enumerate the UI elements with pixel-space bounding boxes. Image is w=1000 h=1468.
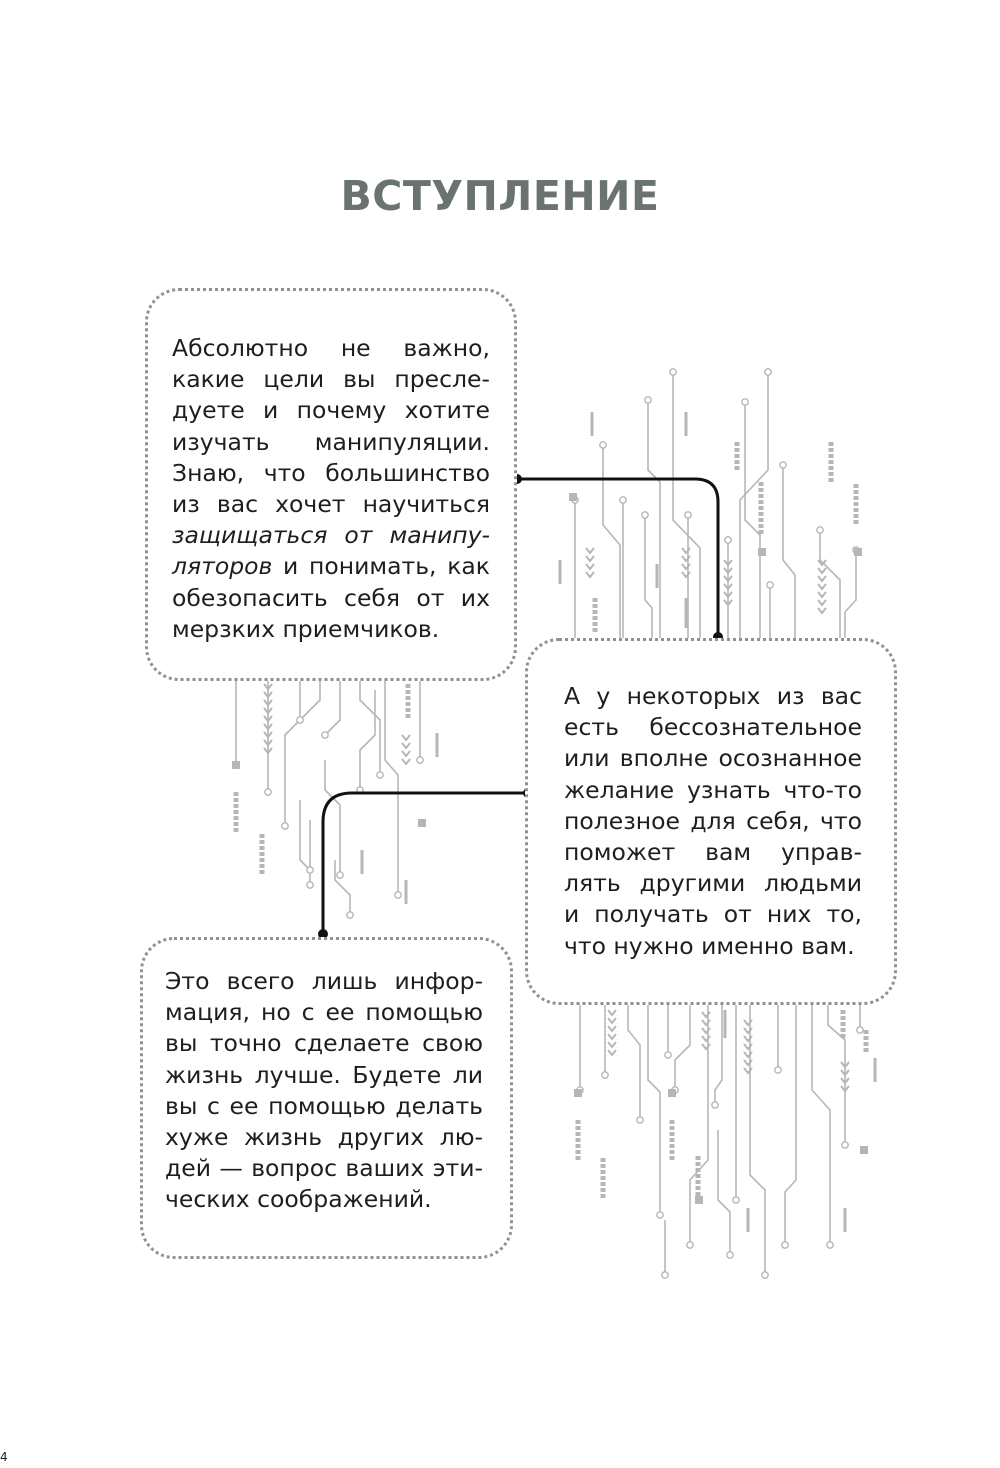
circuit-segment xyxy=(406,702,411,706)
circuit-chevron xyxy=(818,608,826,613)
circuit-segment xyxy=(696,1174,701,1178)
circuit-trace xyxy=(648,400,660,640)
text-line xyxy=(165,997,483,1028)
circuit-segment xyxy=(864,1048,869,1052)
circuit-segment xyxy=(234,804,239,808)
circuit-node xyxy=(742,399,748,405)
circuit-segment xyxy=(406,684,411,688)
circuit-pad xyxy=(854,548,862,556)
text-line xyxy=(172,395,490,426)
circuit-segment xyxy=(576,1126,581,1130)
circuit-segment xyxy=(829,448,834,452)
circuit-segment xyxy=(854,484,859,488)
circuit-segment xyxy=(829,460,834,464)
circuit-node xyxy=(307,882,313,888)
circuit-node xyxy=(775,1067,781,1073)
circuit-chevron xyxy=(608,1050,616,1055)
circuit-segment xyxy=(234,822,239,826)
circuit-bar xyxy=(405,880,408,904)
circuit-segment xyxy=(864,1030,869,1034)
circuit-segment xyxy=(735,466,740,470)
text-line xyxy=(165,1122,483,1153)
circuit-segment xyxy=(841,1022,846,1026)
text-fragment: или вполне осознанное xyxy=(564,744,862,773)
circuit-segment xyxy=(406,690,411,694)
circuit-trace xyxy=(812,1005,830,1245)
circuit-segment xyxy=(260,846,265,850)
text-line xyxy=(564,837,862,868)
circuit-trace xyxy=(715,1005,722,1105)
circuit-trace xyxy=(645,515,652,640)
text-line xyxy=(172,614,490,645)
circuit-segment xyxy=(829,472,834,476)
circuit-node xyxy=(842,1142,848,1148)
text-fragment: есть бессознательное xyxy=(564,713,862,742)
text-fragment: Это всего лишь инфор- xyxy=(165,967,483,995)
circuit-node xyxy=(602,1072,608,1078)
circuit-segment xyxy=(601,1164,606,1168)
circuit-trace xyxy=(675,1005,690,1090)
circuit-segment xyxy=(260,834,265,838)
circuit-node xyxy=(712,1102,718,1108)
circuit-node xyxy=(307,867,313,873)
circuit-node xyxy=(347,912,353,918)
circuit-bar xyxy=(685,412,688,436)
circuit-bar xyxy=(874,1058,877,1082)
circuit-chevron xyxy=(818,576,826,581)
circuit-segment xyxy=(234,810,239,814)
circuit-node xyxy=(765,369,771,375)
circuit-segment xyxy=(234,798,239,802)
text-line xyxy=(564,712,862,743)
text-line xyxy=(172,364,490,395)
circuit-node xyxy=(780,462,786,468)
text-fragment: Знаю, что большинство xyxy=(172,458,490,487)
text-line xyxy=(564,931,862,962)
text-fragment: хуже жизнь других лю- xyxy=(165,1123,483,1152)
text-box-2-paragraph xyxy=(564,681,862,962)
circuit-pad xyxy=(668,1089,676,1097)
circuit-segment xyxy=(854,490,859,494)
text-line xyxy=(165,1028,483,1059)
circuit-trace xyxy=(745,402,760,640)
circuit-chevron xyxy=(586,564,594,569)
text-box-2 xyxy=(525,638,897,1005)
circuit-segment xyxy=(576,1132,581,1136)
page-number: 4 xyxy=(0,1450,8,1464)
circuit-segment xyxy=(759,482,764,486)
text-line xyxy=(172,583,490,614)
text-fragment: вы точно сделаете свою xyxy=(165,1029,483,1058)
circuit-segment xyxy=(601,1182,606,1186)
circuit-segment xyxy=(670,1126,675,1130)
circuit-pad xyxy=(758,548,766,556)
circuit-segment xyxy=(864,1042,869,1046)
circuit-node xyxy=(665,1052,671,1058)
circuit-segment xyxy=(696,1156,701,1160)
circuit-segment xyxy=(759,488,764,492)
circuit-segment xyxy=(576,1138,581,1142)
text-line xyxy=(564,775,862,806)
circuit-segment xyxy=(696,1180,701,1184)
circuit-node xyxy=(637,1117,643,1123)
text-box-3 xyxy=(140,937,513,1259)
circuit-node xyxy=(685,512,691,518)
circuit-node xyxy=(265,789,271,795)
circuit-trace xyxy=(385,680,398,895)
circuit-segment xyxy=(735,442,740,446)
text-fragment: желание узнать что-то xyxy=(564,775,862,804)
text-box-1-paragraph xyxy=(172,333,490,645)
circuit-segment xyxy=(759,500,764,504)
text-fragment: что нужно именно вам. xyxy=(564,931,855,960)
text-line xyxy=(172,427,490,458)
text-line xyxy=(172,458,490,489)
circuit-segment xyxy=(854,514,859,518)
circuit-trace xyxy=(325,680,340,735)
circuit-segment xyxy=(234,792,239,796)
circuit-trace xyxy=(845,550,856,640)
text-fragment: какие цели вы пресле- xyxy=(172,365,490,394)
circuit-chevron xyxy=(402,759,410,764)
circuit-segment xyxy=(829,478,834,482)
circuit-node xyxy=(395,892,401,898)
circuit-trace xyxy=(285,680,300,826)
text-fragment: изучать манипуляции. xyxy=(172,427,490,456)
circuit-pad xyxy=(569,493,577,501)
circuit-segment xyxy=(576,1156,581,1160)
circuit-trace xyxy=(325,760,340,875)
circuit-trace xyxy=(718,1130,730,1255)
text-fragment: жизнь лучше. Будете ли xyxy=(165,1060,483,1089)
italic-text: ляторов xyxy=(172,552,273,581)
circuit-segment xyxy=(260,858,265,862)
text-fragment: мация, но с ее помощью xyxy=(165,998,483,1027)
circuit-bar xyxy=(559,560,562,584)
text-box-1 xyxy=(145,288,517,681)
circuit-segment xyxy=(601,1176,606,1180)
circuit-segment xyxy=(670,1144,675,1148)
circuit-segment xyxy=(593,622,598,626)
circuit-segment xyxy=(735,454,740,458)
circuit-segment xyxy=(593,616,598,620)
circuit-segment xyxy=(601,1194,606,1198)
circuit-segment xyxy=(593,628,598,632)
circuit-segment xyxy=(841,1028,846,1032)
circuit-segment xyxy=(593,598,598,602)
circuit-node xyxy=(725,537,731,543)
circuit-segment xyxy=(864,1036,869,1040)
circuit-chevron xyxy=(586,572,594,577)
text-line xyxy=(165,1153,483,1184)
circuit-segment xyxy=(576,1150,581,1154)
circuit-segment xyxy=(735,448,740,452)
circuit-chevron xyxy=(402,735,410,740)
text-line xyxy=(172,520,490,551)
circuit-node xyxy=(670,369,676,375)
circuit-trace xyxy=(785,1005,796,1245)
circuit-segment xyxy=(593,610,598,614)
circuit-segment xyxy=(670,1156,675,1160)
circuit-node xyxy=(322,732,328,738)
circuit-segment xyxy=(260,852,265,856)
circuit-segment xyxy=(696,1192,701,1196)
text-line xyxy=(564,681,862,712)
circuit-segment xyxy=(576,1120,581,1124)
circuit-chevron xyxy=(608,1034,616,1039)
circuit-pad xyxy=(418,819,426,827)
circuit-segment xyxy=(601,1170,606,1174)
text-fragment: и получать от них то, xyxy=(564,900,862,929)
circuit-segment xyxy=(759,494,764,498)
text-line xyxy=(564,868,862,899)
circuit-segment xyxy=(829,466,834,470)
circuit-segment xyxy=(854,520,859,524)
circuit-node xyxy=(645,397,651,403)
text-fragment: из вас хочет научиться xyxy=(172,490,490,519)
text-fragment: обезопасить себя от их xyxy=(172,583,490,612)
circuit-segment xyxy=(601,1158,606,1162)
text-line xyxy=(564,743,862,774)
circuit-segment xyxy=(406,714,411,718)
circuit-node xyxy=(417,757,423,763)
circuit-node xyxy=(642,512,648,518)
circuit-segment xyxy=(829,454,834,458)
circuit-segment xyxy=(841,1034,846,1038)
circuit-pad xyxy=(860,1146,868,1154)
circuit-chevron xyxy=(608,1018,616,1023)
circuit-trace xyxy=(300,680,320,720)
circuit-segment xyxy=(234,816,239,820)
circuit-segment xyxy=(696,1168,701,1172)
circuit-segment xyxy=(260,870,265,874)
text-fragment: ческих соображений. xyxy=(165,1185,432,1214)
circuit-bar xyxy=(361,850,364,874)
circuit-bar xyxy=(656,564,659,588)
circuit-segment xyxy=(854,496,859,500)
circuit-segment xyxy=(670,1132,675,1136)
circuit-chevron xyxy=(608,1026,616,1031)
circuit-segment xyxy=(670,1120,675,1124)
text-fragment: вы с ее помощью делать xyxy=(165,1091,483,1120)
circuit-segment xyxy=(234,828,239,832)
circuit-trace xyxy=(335,860,350,915)
circuit-trace xyxy=(603,445,620,640)
circuit-trace xyxy=(820,530,840,640)
circuit-segment xyxy=(854,502,859,506)
circuit-segment xyxy=(406,708,411,712)
circuit-chevron xyxy=(818,584,826,589)
circuit-segment xyxy=(854,508,859,512)
text-fragment: и понимать, как xyxy=(272,552,490,581)
circuit-bar xyxy=(591,412,594,436)
circuit-node xyxy=(620,497,626,503)
circuit-trace xyxy=(648,1005,660,1215)
text-fragment: полезное для себя, что xyxy=(564,806,862,835)
text-fragment: дей — вопрос ваших эти- xyxy=(165,1154,483,1183)
connector-line-2 xyxy=(323,793,528,934)
circuit-trace xyxy=(360,680,380,775)
circuit-segment xyxy=(759,512,764,516)
circuit-segment xyxy=(670,1150,675,1154)
circuit-segment xyxy=(829,442,834,446)
circuit-node xyxy=(827,1242,833,1248)
text-line xyxy=(564,806,862,837)
circuit-segment xyxy=(841,1016,846,1020)
text-box-3-paragraph xyxy=(165,966,483,1216)
text-fragment: поможет вам управ- xyxy=(564,838,862,867)
circuit-node xyxy=(857,1027,863,1033)
circuit-bar xyxy=(685,598,688,628)
text-fragment: дуете и почему хотите xyxy=(172,396,490,425)
circuit-chevron xyxy=(818,568,826,573)
text-fragment: лять другими людьми xyxy=(564,869,862,898)
italic-text: защищаться от манипу- xyxy=(172,521,490,550)
circuit-node xyxy=(600,442,606,448)
page-title: ВСТУПЛЕНИЕ xyxy=(340,172,660,220)
circuit-chevron xyxy=(608,1042,616,1047)
text-line xyxy=(172,551,490,582)
circuit-trace xyxy=(628,1005,640,1120)
circuit-node xyxy=(727,1252,733,1258)
circuit-chevron xyxy=(608,1010,616,1015)
text-fragment: Абсолютно не важно, xyxy=(172,334,490,362)
circuit-segment xyxy=(759,506,764,510)
circuit-bar xyxy=(436,733,439,757)
circuit-bar xyxy=(844,1208,847,1232)
circuit-segment xyxy=(601,1188,606,1192)
circuit-chevron xyxy=(402,751,410,756)
text-line xyxy=(165,1184,483,1215)
circuit-segment xyxy=(576,1144,581,1148)
circuit-node xyxy=(782,1242,788,1248)
circuit-segment xyxy=(260,840,265,844)
circuit-node xyxy=(282,823,288,829)
circuit-segment xyxy=(735,460,740,464)
circuit-node xyxy=(337,872,343,878)
text-fragment: А у некоторых из вас xyxy=(564,682,862,710)
circuit-pad xyxy=(232,761,240,769)
text-line xyxy=(172,333,490,364)
circuit-segment xyxy=(841,1010,846,1014)
circuit-segment xyxy=(260,864,265,868)
text-line xyxy=(165,1091,483,1122)
circuit-node xyxy=(662,1272,668,1278)
circuit-pad xyxy=(695,1196,703,1204)
circuit-node xyxy=(762,1272,768,1278)
circuit-trace xyxy=(750,1005,765,1275)
circuit-chevron xyxy=(586,548,594,553)
circuit-pad xyxy=(574,1089,582,1097)
circuit-bar xyxy=(747,1208,750,1232)
circuit-node xyxy=(687,1242,693,1248)
circuit-bar xyxy=(724,1010,727,1038)
circuit-chevron xyxy=(586,556,594,561)
circuit-segment xyxy=(406,696,411,700)
circuit-segment xyxy=(759,524,764,528)
circuit-node xyxy=(297,717,303,723)
circuit-chevron xyxy=(402,743,410,748)
circuit-segment xyxy=(759,518,764,522)
circuit-chevron xyxy=(818,592,826,597)
circuit-segment xyxy=(759,530,764,534)
circuit-trace xyxy=(300,800,310,870)
text-line xyxy=(165,1060,483,1091)
circuit-trace xyxy=(360,690,375,790)
circuit-node xyxy=(817,527,823,533)
circuit-node xyxy=(733,1197,739,1203)
text-line xyxy=(172,489,490,520)
circuit-node xyxy=(377,772,383,778)
text-fragment: мерзких приемчиков. xyxy=(172,614,440,643)
circuit-trace xyxy=(783,465,795,640)
circuit-segment xyxy=(670,1138,675,1142)
circuit-segment xyxy=(593,604,598,608)
circuit-node xyxy=(657,1212,663,1218)
circuit-chevron xyxy=(818,600,826,605)
circuit-segment xyxy=(696,1162,701,1166)
text-line xyxy=(165,966,483,997)
circuit-segment xyxy=(696,1186,701,1190)
circuit-node xyxy=(767,582,773,588)
text-line xyxy=(564,899,862,930)
